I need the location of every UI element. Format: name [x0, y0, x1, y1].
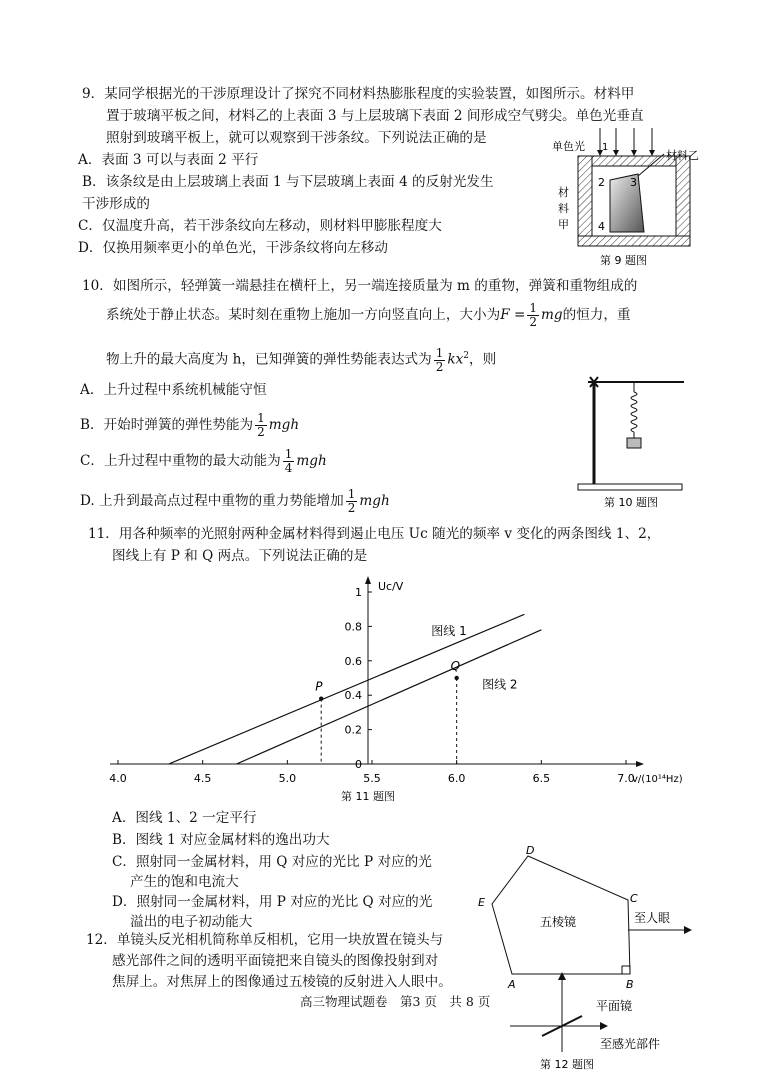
q11-stem-line1: 11．用各种频率的光照射两种金属材料得到遏止电压 Uc 随光的频率 v 变化的两条图线 1、2， — [88, 526, 661, 542]
mirror-label: 平面镜 — [596, 999, 633, 1013]
label-material-a-3: 甲 — [558, 218, 569, 231]
point-P — [319, 696, 323, 700]
q10-figure — [574, 372, 694, 512]
q10-caption: 第 10 题图 — [604, 496, 658, 509]
label-2: 2 — [598, 176, 605, 189]
point-Q-label: Q — [450, 659, 461, 673]
label-1: 1 — [602, 142, 609, 153]
q9-stem-line2: 置于玻璃平板之间，材料乙的上表面 3 与上层玻璃下表面 2 间形成空气劈尖。单色光垂直 — [106, 108, 644, 124]
q10-option-a: A．上升过程中系统机械能守恒 — [80, 382, 267, 398]
series-label-2: 图线 2 — [482, 677, 518, 692]
q12-stem-line3: 焦屏上。对焦屏上的图像通过五棱镜的反射进入人眼中。 — [112, 974, 452, 990]
y-tick-label: 0.4 — [344, 689, 362, 703]
weight — [627, 438, 641, 448]
q10-stem-line1: 10．如图所示，轻弹簧一端悬挂在横杆上，另一端连接质量为 m 的重物，弹簧和重物组成的 — [82, 278, 638, 294]
y-tick-label: 0.8 — [344, 620, 362, 634]
y-axis-label: Uc/V — [378, 580, 404, 593]
q10-stem2b: 的恒力，重 — [562, 307, 631, 323]
page-footer: 高三物理试题卷 第3 页 共 8 页 — [300, 994, 491, 1009]
q11-option-c-line1: C．照射同一金属材料，用 Q 对应的光比 P 对应的光 — [112, 854, 432, 870]
x-axis-label: v/(10¹⁴Hz) — [632, 774, 683, 785]
to-eye-label: 至人眼 — [634, 911, 671, 925]
q12-caption: 第 12 题图 — [540, 1058, 594, 1071]
q10-mg: mg — [541, 307, 563, 323]
q10-option-d: D. 上升到最高点过程中重物的重力势能增加 $\frac{1}{2}$ mgh — [80, 487, 390, 515]
y-tick-label: 0 — [355, 758, 362, 771]
q11-chart — [90, 574, 710, 804]
y-tick-label: 0.6 — [344, 654, 362, 668]
q10-half: $\frac{1}{2}$ — [529, 301, 538, 329]
q10-option-c: C．上升过程中重物的最大动能为 $\frac{1}{4}$ mgh — [80, 447, 327, 475]
q10-stem2a: 系统处于静止状态。某时刻在重物上施加一方向竖直向上，大小为 — [106, 307, 501, 323]
q11-option-d-line1: D．照射同一金属材料，用 P 对应的光比 Q 对应的光 — [112, 894, 433, 910]
x-tick-label: 4.0 — [109, 772, 127, 785]
label-material-a-1: 材 — [558, 186, 569, 199]
q9-option-b-line2: 干涉形成的 — [82, 196, 150, 212]
q9-figure — [548, 124, 718, 270]
q11-stem-line2: 图线上有 P 和 Q 两点。下列说法正确的是 — [112, 548, 368, 564]
q9-option-d: D．仅换用频率更小的单色光，干涉条纹将向左移动 — [78, 240, 388, 256]
q10-F: F = — [500, 307, 526, 323]
q12-stem-line2: 感光部件之间的透明平面镜把来自镜头的图像投射到对 — [112, 953, 439, 969]
label-material-b: 材料乙 — [666, 149, 699, 162]
vertex-e: E — [478, 896, 485, 909]
q10-option-b: B．开始时弹簧的弹性势能为 $\frac{1}{2}$ mgh — [80, 411, 300, 439]
spring — [631, 392, 637, 432]
q10-half-kx: $\frac{1}{2}$ — [435, 345, 444, 374]
x-tick-label: 7.0 — [617, 772, 635, 785]
vertex-a: A — [508, 978, 516, 991]
q9-option-c: C．仅温度升高，若干涉条纹向左移动，则材料甲膨胀程度大 — [78, 218, 442, 234]
q10-stem-line2 — [106, 302, 631, 329]
point-Q — [454, 676, 458, 680]
series-line-2 — [237, 630, 542, 764]
x-tick-label: 4.5 — [193, 772, 212, 785]
y-axis-arrow — [365, 576, 371, 584]
x-tick-label: 6.0 — [447, 772, 466, 785]
q11-option-b: B．图线 1 对应金属材料的逸出功大 — [112, 832, 330, 848]
label-4: 4 — [598, 220, 605, 233]
q11-caption: 第 11 题图 — [341, 790, 395, 803]
q11-option-d-line2: 溢出的电子初动能大 — [130, 914, 253, 930]
series-line-1 — [169, 614, 525, 764]
vertex-b: B — [626, 978, 634, 991]
q9-stem-line1: 9．某同学根据光的干涉原理设计了探究不同材料热膨胀程度的实验装置，如图所示。材料甲 — [82, 86, 635, 102]
x-tick-label: 5.5 — [363, 772, 381, 785]
q9-stem-line3: 照射到玻璃平板上，就可以观察到干涉条纹。下列说法正确的是 — [106, 130, 487, 146]
q10-stem3b: ，则 — [469, 351, 497, 368]
q10-kx: kx — [447, 351, 464, 368]
q9-option-a: A．表面 3 可以与表面 2 平行 — [78, 152, 259, 168]
x-axis-arrow — [636, 761, 644, 767]
q12-stem-line1: 12．单镜头反光相机简称单反相机，它用一块放置在镜头与 — [86, 932, 444, 948]
y-tick-label: 0.2 — [344, 723, 362, 737]
vertex-d: D — [526, 844, 535, 857]
series-label-1: 图线 1 — [431, 624, 467, 638]
q11-option-a: A．图线 1、2 一定平行 — [112, 810, 257, 826]
prism-label: 五棱镜 — [540, 915, 577, 929]
q9-option-b-line1: B．该条纹是由上层玻璃上表面 1 与下层玻璃上表面 4 的反射光发生 — [82, 174, 494, 190]
label-light: 单色光 — [552, 140, 585, 153]
q10-square: 2 — [463, 351, 470, 361]
y-tick-label: 1 — [355, 586, 362, 599]
vertex-c: C — [630, 892, 638, 905]
q10-stem-line3 — [106, 346, 496, 374]
label-3: 3 — [630, 176, 637, 189]
point-P-label: P — [315, 679, 323, 694]
q11-option-c-line2: 产生的饱和电流大 — [130, 874, 239, 890]
q9-caption: 第 9 题图 — [600, 254, 647, 267]
q10-stem3a: 物上升的最大高度为 h，已知弹簧的弹性势能表达式为 — [106, 351, 432, 368]
x-tick-label: 6.5 — [532, 772, 551, 785]
label-material-a-2: 料 — [558, 202, 569, 215]
sensor-label: 至感光部件 — [600, 1037, 661, 1051]
q12-figure — [470, 838, 710, 1074]
x-tick-label: 5.0 — [278, 772, 297, 785]
